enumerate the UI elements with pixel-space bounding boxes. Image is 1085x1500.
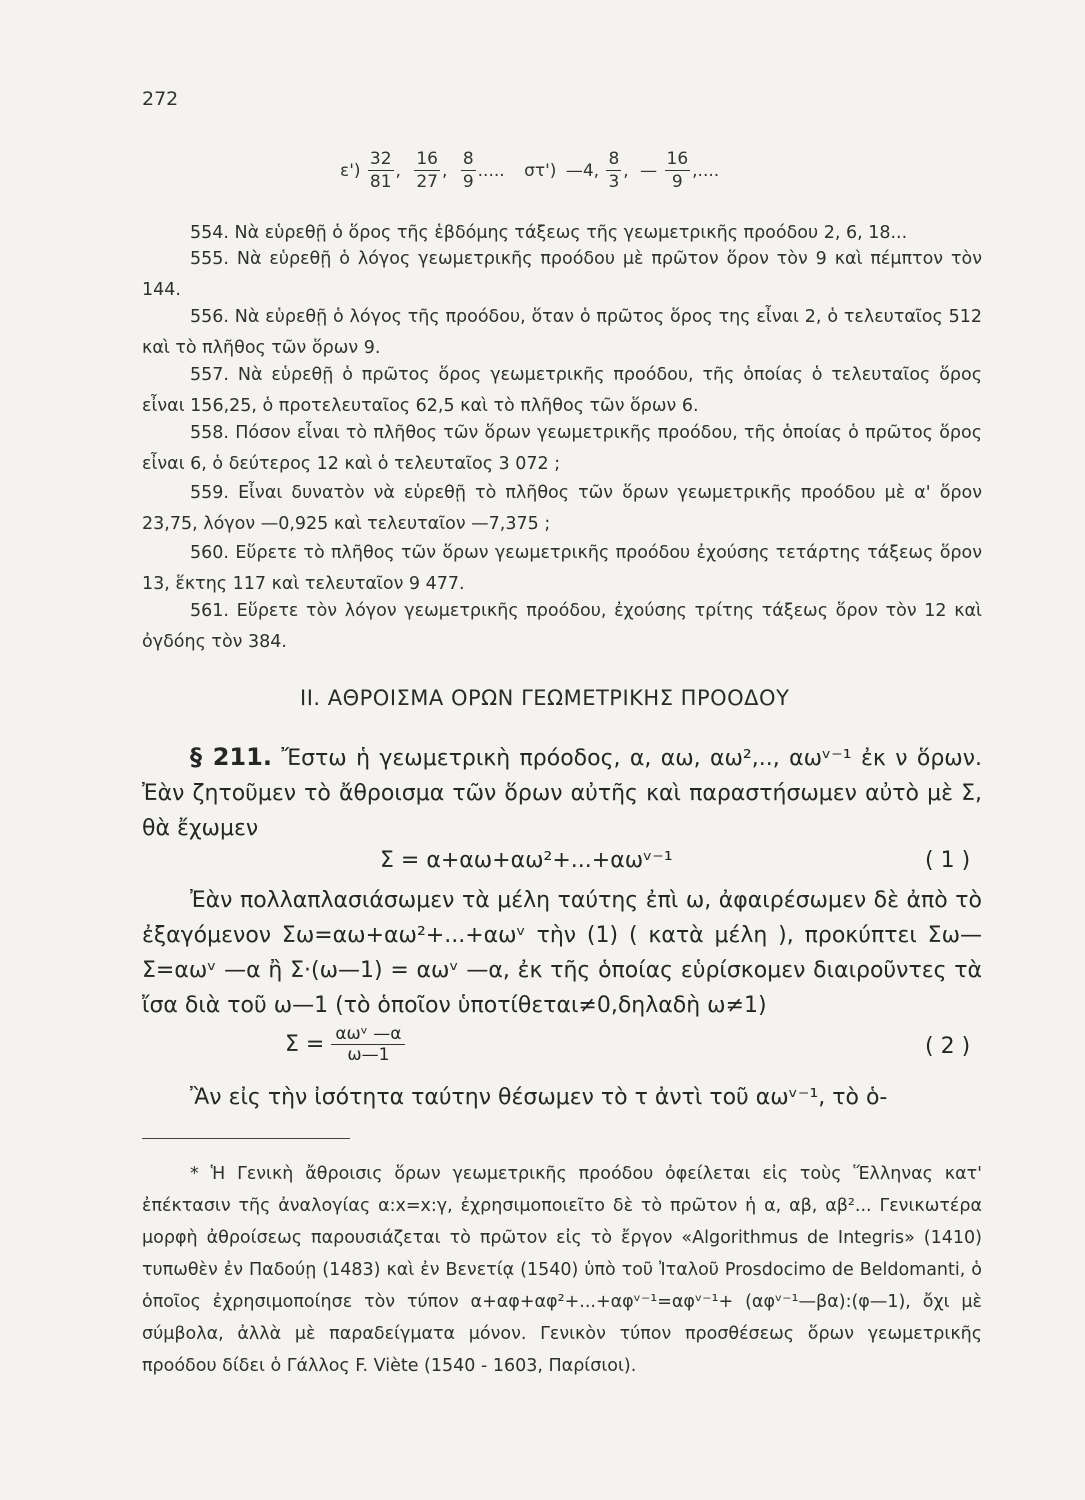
comma: ,	[395, 160, 401, 181]
exercise-text: Νὰ εὑρεθῇ ὁ πρῶτος ὅρος γεωμετρικῆς προόδου, τῆς ὁποίας ὁ τελευταῖος ὅρος εἶναι 156,25, ὁ προτελευταῖος 62,5 καὶ τὸ πλῆθος τῶν ὅρων 6.	[142, 365, 982, 416]
exercise-number: 557.	[190, 365, 229, 385]
exercise-text: Εὕρετε τὸν λόγον γεωμετρικῆς προόδου, ἐχούσης τρίτης τάξεως ὅρον τὸν 12 καὶ ὀγδόης τὸν 384.	[142, 601, 982, 652]
paragraph-text: Ἐὰν πολλαπλασιάσωμεν τὰ μέλη ταύτης ἐπὶ ω, ἀφαιρέσωμεν δὲ ἀπὸ τὸ ἐξαγόμενον Σω=αω+αω²+...+αωᵛ τὴν (1) ( κατὰ μέλη ), προκύπτει Σω—Σ=αωᵛ —α ἢ Σ·(ω—1) = αωᵛ —α, ἐκ τῆς ὁποίας εὑρίσκομεν διαιροῦντες τὰ ἴσα διὰ τοῦ ω—1 (τὸ ὁποῖον ὑποτίθεται≠0,δηλαδὴ ω≠1)	[142, 888, 982, 1018]
numerator: 8	[462, 149, 474, 169]
st-first-term: —4,	[565, 160, 600, 181]
label-st: στ')	[524, 160, 557, 181]
ellipsis: ,....	[692, 160, 720, 181]
exercise-number: 556.	[190, 307, 229, 327]
footnote-divider	[142, 1138, 350, 1139]
exercise-558	[142, 418, 982, 480]
section-number: § 211.	[190, 743, 272, 771]
comma: ,	[623, 160, 629, 181]
numerator: 32	[369, 149, 392, 169]
numerator: αωᵛ —α	[331, 1024, 405, 1045]
denominator: 27	[416, 172, 438, 192]
denominator: ω—1	[347, 1045, 390, 1065]
equation-number-2: ( 2 )	[925, 1034, 971, 1059]
section-title: ΙΙ. ΑΘΡΟΙΣΜΑ ΟΡΩΝ ΓΕΩΜΕΤΡΙΚΗΣ ΠΡΟΟΔΟΥ	[300, 686, 790, 710]
fraction	[665, 148, 691, 193]
fraction	[461, 148, 476, 193]
numerator: 16	[416, 149, 438, 169]
exercise-number: 558.	[190, 423, 229, 443]
exercise-556	[142, 302, 982, 364]
minus-sign: —	[640, 160, 658, 181]
equation-number-1: ( 1 )	[925, 848, 971, 873]
footnote	[142, 1158, 982, 1382]
exercise-text: Εἶναι δυνατὸν νὰ εὑρεθῇ τὸ πλῆθος τῶν ὅρων γεωμετρικῆς προόδου μὲ α' ὅρον 23,75, λόγον —0,925 καὶ τελευταῖον —7,375 ;	[142, 483, 982, 534]
ellipsis: .....	[477, 160, 505, 181]
formula-2-fraction	[331, 1024, 405, 1065]
numerator: 16	[666, 149, 689, 169]
denominator: 81	[369, 172, 392, 192]
exercise-text: Νὰ εὑρεθῇ ὁ ὅρος τῆς ἑβδόμης τάξεως τῆς γεωμετρικῆς προόδου 2, 6, 18...	[234, 223, 908, 243]
fraction	[368, 148, 394, 193]
section-paragraph-3	[142, 1080, 982, 1115]
exercise-557	[142, 360, 982, 422]
footnote-text: * Ἡ Γενικὴ ἄθροισις ὅρων γεωμετρικῆς προόδου ὀφείλεται εἰς τοὺς Ἕλληνας κατ' ἐπέκτασιν τῆς ἀναλογίας α:x=x:γ, ἐχρησιμοποιεῖτο δὲ τὸ πρῶτον ἡ α, αβ, αβ²... Γενικωτέρα μορφὴ ἀθροίσεως παρουσιάζεται τὸ πρῶτον εἰς τὸ ἔργον «Algorithmus de Integris» (1410) τυπωθὲν ἐν Παδούῃ (1483) καὶ ἐν Βενετίᾳ (1540) ὑπὸ τοῦ Ἰταλοῦ Prosdocimo de Beldomanti, ὁ ὁποῖος ἐχρησιμοποίησε τὸν τύπον α+αφ+αφ²+...+αφᵛ⁻¹=αφᵛ⁻¹+ (αφᵛ⁻¹—βα):(φ—1), ὄχι μὲ σύμβολα, ἀλλὰ μὲ παραδείγματα μόνον. Γενικὸν τύπον προσθέσεως ὅρων γεωμετρικῆς προόδου δίδει ὁ Γάλλος F. Viète (1540 - 1603, Παρίσιοι).	[142, 1164, 982, 1376]
denominator: 3	[608, 172, 620, 192]
fraction	[606, 148, 621, 193]
section-paragraph-2	[142, 883, 982, 1023]
exercise-number: 555.	[190, 249, 229, 269]
formula-2	[285, 1024, 405, 1065]
denominator: 9	[671, 172, 683, 192]
exercise-text: Νὰ εὑρεθῇ ὁ λόγος τῆς προόδου, ὅταν ὁ πρῶτος ὅρος της εἶναι 2, ὁ τελευταῖος 512 καὶ τὸ πλῆθος τῶν ὅρων 9.	[142, 307, 982, 358]
page-number: 272	[142, 88, 179, 110]
paragraph-text: Ἂν εἰς τὴν ἰσότητα ταύτην θέσωμεν τὸ τ ἀντὶ τοῦ αωᵛ⁻¹, τὸ ὁ-	[190, 1085, 888, 1110]
fraction-sequence-line	[340, 148, 725, 200]
exercise-number: 554.	[190, 223, 229, 243]
exercise-text: Εὕρετε τὸ πλῆθος τῶν ὅρων γεωμετρικῆς προόδου ἐχούσης τετάρτης τάξεως ὅρον 13, ἕκτης 117 καὶ τελευταῖον 9 477.	[142, 543, 982, 594]
exercise-number: 560.	[190, 543, 229, 563]
exercise-text: Νὰ εὑρεθῇ ὁ λόγος γεωμετρικῆς προόδου μὲ πρῶτον ὅρον τὸν 9 καὶ πέμπτον τὸν 144.	[142, 249, 982, 300]
section-paragraph-1	[142, 740, 982, 846]
paragraph-text: Ἔστω ἡ γεωμετρικὴ πρόοδος, α, αω, αω²,.., αωᵛ⁻¹ ἐκ ν ὅρων. Ἐὰν ζητοῦμεν τὸ ἄθροισμα τῶν ὅρων αὐτῆς καὶ παραστήσωμεν αὐτὸ μὲ Σ, θὰ ἔχωμεν	[142, 746, 982, 841]
label-e: ε')	[340, 160, 361, 181]
formula-2-prefix: Σ =	[285, 1032, 325, 1057]
exercise-number: 559.	[190, 483, 229, 503]
exercise-559	[142, 478, 982, 540]
exercise-555	[142, 244, 982, 306]
comma: ,	[442, 160, 448, 181]
numerator: 8	[608, 149, 620, 169]
exercise-560	[142, 538, 982, 600]
fraction	[414, 148, 440, 193]
formula-1: Σ = α+αω+αω²+...+αωᵛ⁻¹	[380, 848, 673, 873]
exercise-561	[142, 596, 982, 658]
exercise-text: Πόσον εἶναι τὸ πλῆθος τῶν ὅρων γεωμετρικῆς προόδου, τῆς ὁποίας ὁ πρῶτος ὅρος εἶναι 6, ὁ δεύτερος 12 καὶ ὁ τελευταῖος 3 072 ;	[142, 423, 982, 474]
denominator: 9	[462, 172, 474, 192]
exercise-number: 561.	[190, 601, 229, 621]
